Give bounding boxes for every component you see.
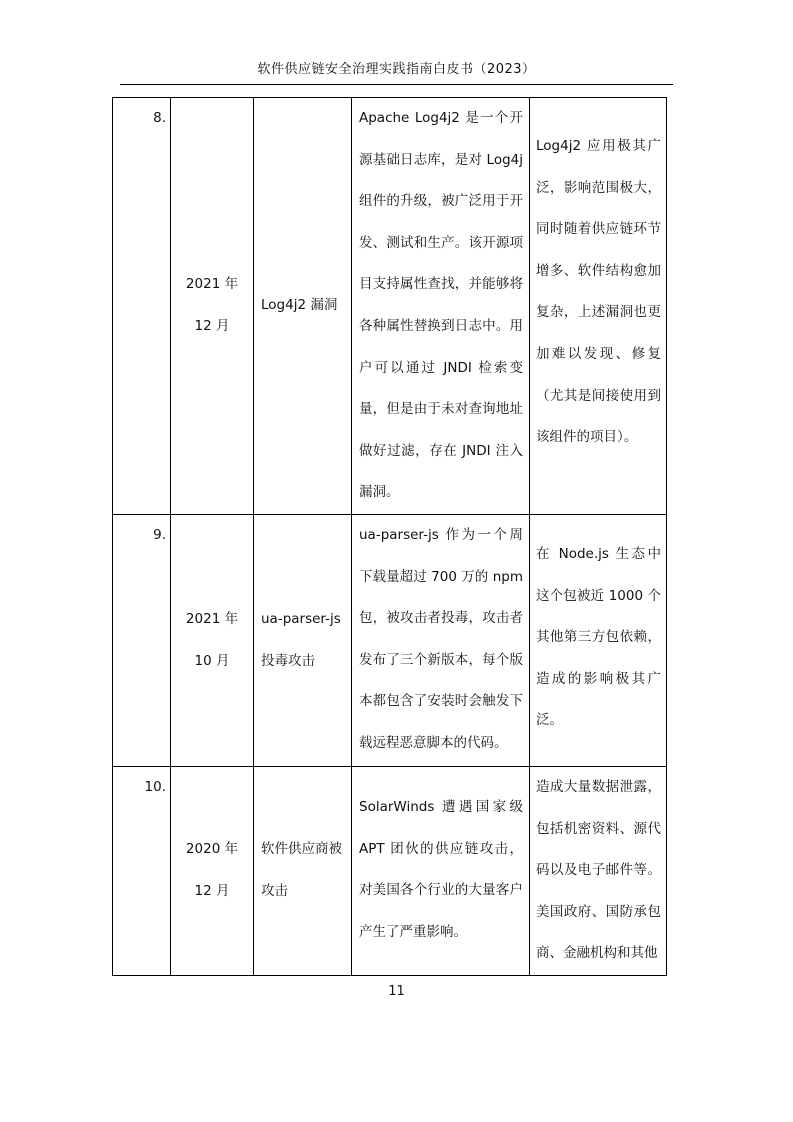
- impact-cell: [530, 515, 667, 767]
- incident-description: ua-parser-js 作为一个周下载量超过 700 万的 npm 包，被攻击者投毒，攻击者发布了三个新版本，每个版本都包含了安装时会触发下载远程恶意脚本的代码。: [359, 527, 523, 751]
- incident-impact: Log4j2 应用极其广泛，影响范围极大，同时随着供应链环节增多、软件结构愈加复杂，上述漏洞也更加难以发现、修复（尤其是间接使用到该组件的项目）。: [536, 138, 661, 446]
- incident-name-cell: [254, 767, 352, 976]
- description-cell: [352, 515, 530, 767]
- date-cell: [171, 98, 254, 515]
- header-divider: [120, 84, 673, 85]
- incident-impact: 在 Node.js 生态中这个包被近 1000 个其他第三方包依赖，造成的影响极其广泛。: [536, 546, 661, 729]
- row-number-cell: [113, 515, 171, 767]
- description-cell: [352, 767, 530, 976]
- incident-name-cell: [254, 515, 352, 767]
- date-year: 2021 年: [185, 610, 239, 627]
- row-number: 9.: [153, 527, 166, 543]
- date-year: 2020 年: [185, 841, 239, 858]
- row-number: 8.: [153, 110, 166, 126]
- date-cell: [171, 767, 254, 976]
- row-number: 10.: [144, 779, 166, 795]
- incident-description: SolarWinds 遭遇国家级 APT 团伙的供应链攻击，对美国各个行业的大量客户产生了严重影响。: [359, 799, 523, 940]
- incident-name: 软件供应商被攻击: [261, 841, 342, 899]
- date-month: 10 月: [194, 652, 230, 669]
- incident-impact: 造成大量数据泄露，包括机密资料、源代码以及电子邮件等。美国政府、国防承包商、金融机构和其他: [536, 779, 661, 962]
- date-month: 12 月: [194, 882, 230, 899]
- page-number: 11: [388, 984, 405, 999]
- incident-table: [112, 97, 667, 976]
- incident-name-cell: [254, 98, 352, 515]
- date-cell: [171, 515, 254, 767]
- incident-name: ua-parser-js 投毒攻击: [261, 610, 341, 669]
- impact-cell: [530, 767, 667, 976]
- page-header: 软件供应链安全治理实践指南白皮书（2023）: [257, 62, 536, 77]
- table-row: [113, 767, 667, 976]
- incident-name: Log4j2 漏洞: [261, 297, 338, 314]
- row-number-cell: [113, 767, 171, 976]
- date-year: 2021 年: [185, 276, 239, 293]
- impact-cell: [530, 98, 667, 515]
- table-row: [113, 98, 667, 515]
- description-cell: [352, 98, 530, 515]
- date-month: 12 月: [194, 318, 230, 334]
- table-row: [113, 515, 667, 767]
- row-number-cell: [113, 98, 171, 515]
- incident-description: Apache Log4j2 是一个开源基础日志库，是对 Log4j 组件的升级，被广泛用于开发、测试和生产。该开源项目支持属性查找，并能够将各种属性替换到日志中。用户可以通过 JNDI 检索变量，但是由于未对查询地址做好过滤，存在 JNDI 注入漏洞。: [359, 110, 523, 501]
